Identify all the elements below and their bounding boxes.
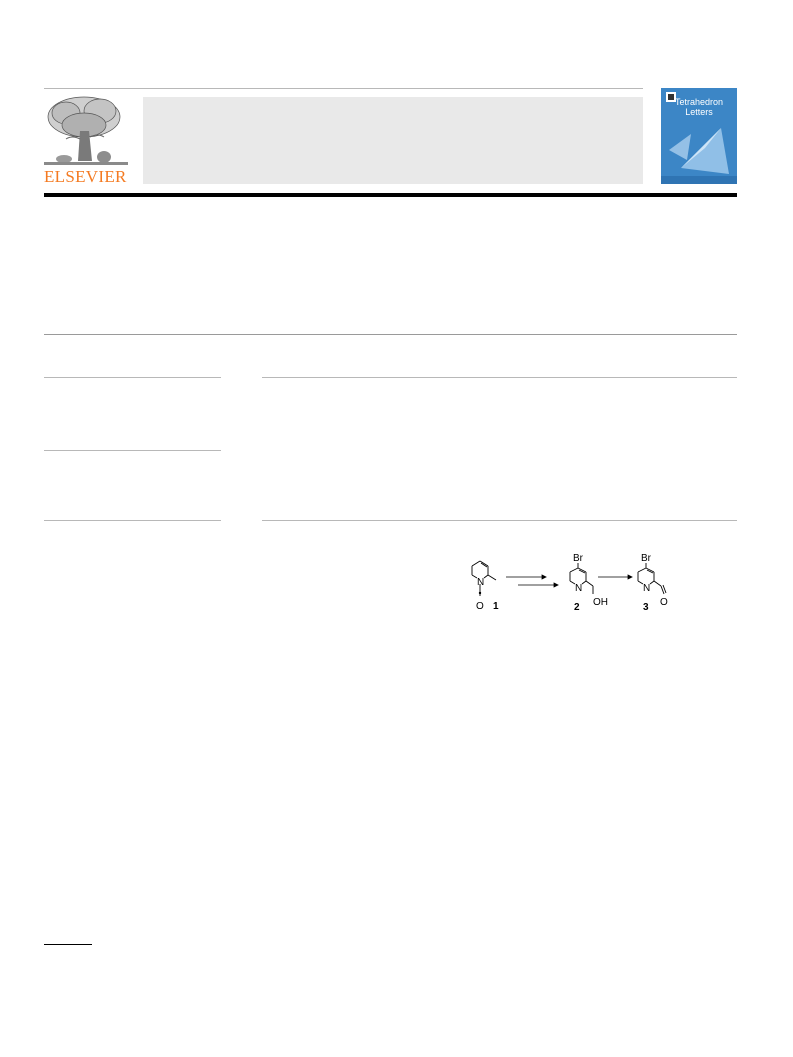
compound-3-br-atom: Br bbox=[641, 553, 651, 564]
article-info-bottom-rule bbox=[44, 520, 221, 521]
footnote-rule bbox=[44, 944, 92, 945]
compound-3-label: 3 bbox=[643, 602, 649, 613]
header-thick-rule bbox=[44, 193, 737, 197]
elsevier-wordmark: ELSEVIER bbox=[44, 167, 127, 186]
cover-title-line2: Letters bbox=[685, 107, 713, 117]
abstract-top-rule bbox=[262, 377, 737, 378]
header-top-rule bbox=[44, 88, 643, 89]
compound-3-o-atom: O bbox=[660, 597, 668, 608]
compound-2-oh-group: OH bbox=[593, 597, 608, 608]
compound-3-n-atom: N bbox=[643, 583, 651, 594]
elsevier-logo bbox=[44, 95, 128, 185]
compound-2-n-atom: N bbox=[575, 583, 583, 594]
article-history-rule bbox=[44, 450, 221, 451]
reaction-arrow-1 bbox=[506, 575, 558, 587]
compound-1-o-atom: O bbox=[476, 601, 484, 612]
journal-banner bbox=[143, 97, 643, 184]
article-info-top-rule bbox=[44, 377, 221, 378]
reaction-scheme bbox=[460, 550, 700, 620]
article-header-rule bbox=[44, 334, 737, 335]
cover-pyramid-graphic bbox=[661, 88, 737, 184]
reaction-arrow-2 bbox=[598, 575, 632, 579]
tree-of-knowledge-icon bbox=[44, 95, 128, 167]
journal-cover[interactable] bbox=[661, 88, 737, 184]
compound-1-label: 1 bbox=[493, 601, 499, 612]
abstract-bottom-rule bbox=[262, 520, 737, 521]
cover-title-line1: Tetrahedron bbox=[674, 97, 724, 107]
compound-2-br-atom: Br bbox=[573, 553, 583, 564]
compound-2-label: 2 bbox=[574, 602, 580, 613]
n-oxide-charge-dot bbox=[479, 592, 481, 594]
compound-1-n-atom: N bbox=[477, 577, 485, 588]
